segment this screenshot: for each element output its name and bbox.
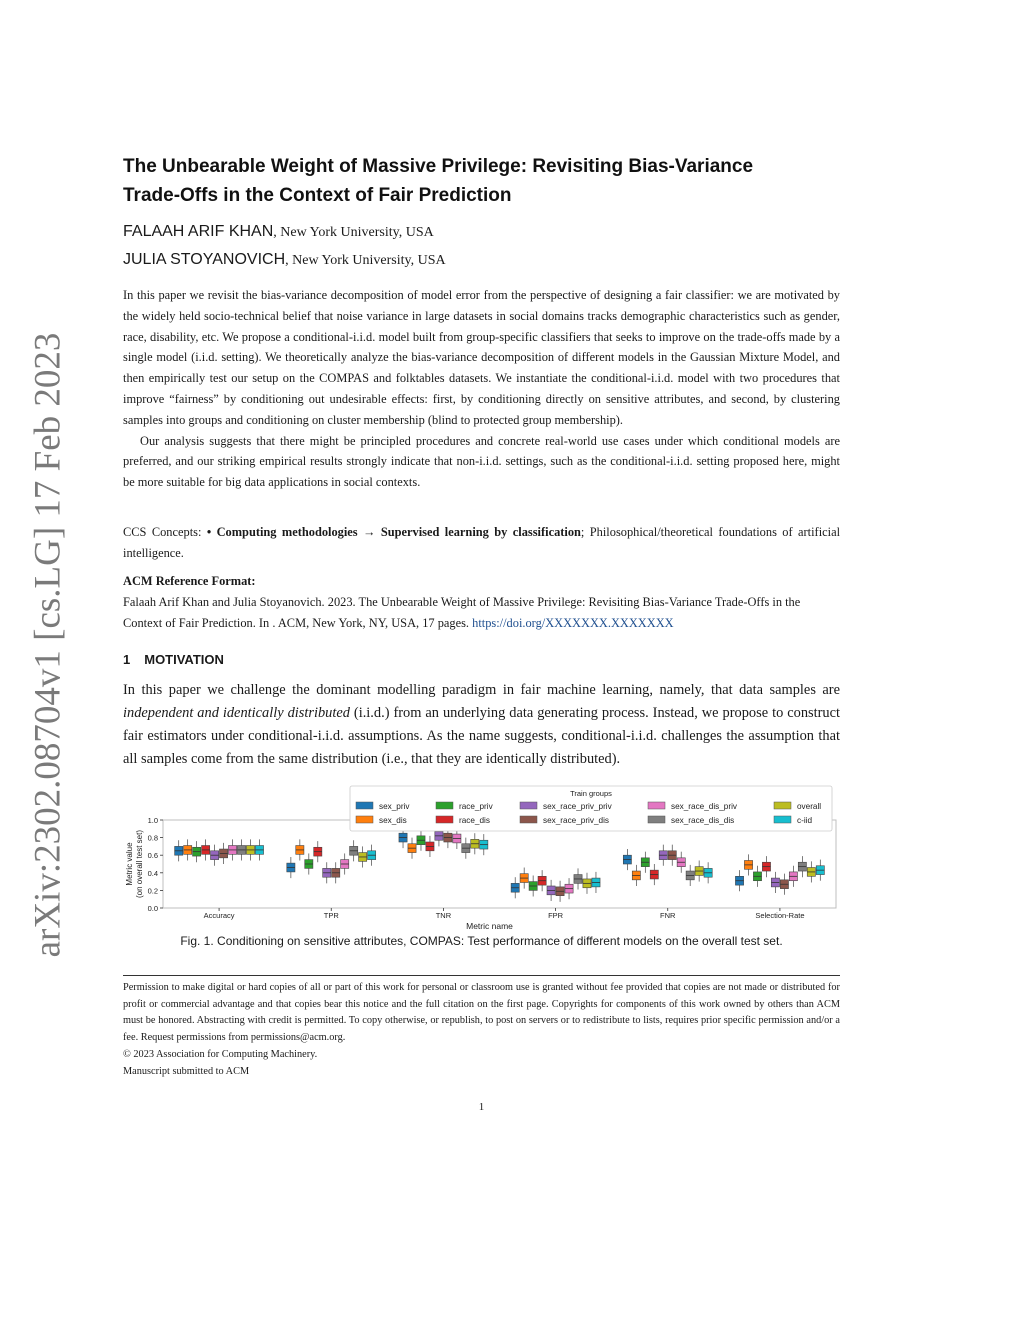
abstract: [123, 285, 840, 493]
legend-label: sex_race_priv_priv: [543, 802, 612, 811]
author-affiliation: , New York University, USA: [273, 225, 434, 240]
acm-reference-heading: ACM Reference Format:: [123, 574, 256, 588]
ccs-concepts: [123, 522, 840, 564]
x-tick-label: TNR: [435, 911, 452, 920]
legend-swatch-sex_race_dis_dis: [648, 816, 665, 823]
section-heading: [123, 652, 224, 667]
title-line-1: The Unbearable Weight of Massive Privilege: Revisiting Bias-Variance: [123, 156, 754, 177]
body-text-post: (i.i.d.) from an underlying data generating process. Instead, we propose to construct fair estimators under conditional-i.i.d. assumptions. As the name suggests, conditional-i.i.d. challenges the assumption that all samples come from the same distribution (i.e., that they are identically distributed).: [123, 705, 840, 767]
ccs-bold-term: • Computing methodologies → Supervised learning by classification: [206, 525, 581, 539]
legend-label: sex_priv: [379, 802, 410, 811]
legend-swatch-race_dis: [436, 816, 453, 823]
legend-swatch-sex_race_dis_priv: [648, 802, 665, 809]
x-axis-label: Metric name: [466, 921, 513, 931]
abstract-paragraph-1: In this paper we revisit the bias-variance decomposition of model error from the perspective of designing a fair classifier: we are motivated by the widely held socio-technical belief that noise variance in large datasets in social domains tracks demographic characteristics such as gender, race, disability, etc. We propose a conditional-i.i.d. model built from group-specific classifiers that seeks to improve on the trade-offs made by a single model (i.i.d. setting). We theoretically analyze the bias-variance decomposition of different models in the Gaussian Mixture Model, and then empirically test our setup on the COMPAS and folktables datasets. We instantiate the conditional-i.i.d. model with two procedures that improve “fairness” by conditioning out undesirable effects: first, by conditioning directly on sensitive attributes, and second, by clustering samples into groups and conditioning on cluster membership (blind to protected group membership).: [123, 288, 840, 427]
body-text-pre: In this paper we challenge the dominant modelling paradigm in fair machine learning, namely, that data samples are: [123, 682, 840, 698]
permission-text: Permission to make digital or hard copies of all or part of this work for personal or classroom use is granted without fee provided that copies are not made or distributed for profit or commercial advantage and that copies bear this notice and the full citation on the first page. Copyrights for components of this work owned by others than ACM must be honored. Abstracting with credit is permitted. To copy otherwise, or republish, to post on servers or to redistribute to lists, requires prior specific permission and/or a fee. Request permissions from permissions@acm.org.: [123, 982, 840, 1044]
plot-frame: [163, 820, 836, 908]
x-tick-label: TPR: [323, 911, 339, 920]
legend-swatch-sex_race_priv_dis: [520, 816, 537, 823]
legend-label: overall: [797, 802, 822, 811]
y-tick-label: 0.4: [147, 868, 158, 878]
x-tick-label: Accuracy: [203, 911, 235, 920]
footnote: [123, 980, 840, 1080]
legend-swatch-sex_priv: [356, 802, 373, 809]
abstract-paragraph-2: Our analysis suggests that there might be principled procedures and concrete real-world use cases under which conditional models are preferred, and our striking empirical results strongly indicate that non-i.i.d. settings, such as the conditional-i.i.d. setting proposed here, might be more suitable for big data applications in social contexts.: [123, 433, 840, 490]
y-axis-label-2: (on overall test set): [135, 829, 144, 899]
page-number: 1: [478, 1101, 485, 1113]
legend-swatch-race_priv: [436, 802, 453, 809]
arxiv-identifier: arXiv:2302.08704v1 [cs.LG] 17 Feb 2023: [27, 332, 69, 958]
body-paragraph: [123, 679, 840, 771]
y-tick-label: 1.0: [147, 816, 158, 825]
section-number: 1: [123, 652, 131, 667]
y-tick-label: 0.8: [147, 833, 158, 843]
legend-label: race_priv: [459, 802, 493, 811]
doi-link[interactable]: https://doi.org/XXXXXXX.XXXXXXX: [472, 615, 674, 630]
title-line-2: Trade-Offs in the Context of Fair Prediction: [123, 185, 512, 206]
y-axis-label: Metric value: [125, 842, 134, 886]
legend-label: sex_dis: [379, 816, 407, 825]
x-tick-label: FNR: [660, 911, 676, 920]
y-tick-label: 0.0: [147, 904, 158, 913]
legend-swatch-c-iid: [774, 816, 791, 823]
legend-label: sex_race_dis_priv: [671, 802, 737, 811]
legend-swatch-sex_dis: [356, 816, 373, 823]
acm-reference-body: [123, 592, 840, 634]
legend-label: sex_race_dis_dis: [671, 816, 735, 825]
legend-title: Train groups: [570, 789, 612, 798]
figure-caption: Fig. 1. Conditioning on sensitive attributes, COMPAS: Test performance of different models on the overall test set.: [180, 934, 783, 948]
legend-swatch-overall: [774, 802, 791, 809]
figure-1: [123, 783, 840, 933]
author-name: JULIA STOYANOVICH: [123, 251, 286, 268]
ccs-label: CCS Concepts:: [123, 525, 207, 539]
legend-label: sex_race_priv_dis: [543, 816, 609, 825]
copyright-text: © 2023 Association for Computing Machinery.: [123, 1048, 318, 1060]
boxplot-chart: [123, 783, 840, 933]
paper-title: [123, 152, 840, 210]
author-1: [123, 222, 434, 243]
x-tick-label: Selection-Rate: [755, 911, 805, 920]
acm-reference-text: Falaah Arif Khan and Julia Stoyanovich. 2023. The Unbearable Weight of Massive Privilege: Revisiting Bias-Variance Trade-Offs in the Context of Fair Prediction. In . ACM, New York, NY, USA, 17 pages.: [123, 594, 801, 630]
manuscript-text: Manuscript submitted to ACM: [123, 1065, 250, 1077]
legend-swatch-sex_race_priv_priv: [520, 802, 537, 809]
author-2: [123, 250, 446, 271]
legend-label: race_dis: [459, 816, 490, 825]
y-tick-label: 0.6: [147, 851, 158, 861]
body-emphasis: independent and identically distributed: [123, 705, 350, 721]
ccs-rest: ; Philosophical/theoretical foundations of artificial intelligence.: [123, 525, 841, 560]
section-title: MOTIVATION: [144, 652, 224, 667]
acm-reference: [123, 571, 840, 633]
x-tick-label: FPR: [548, 911, 564, 920]
author-name: FALAAH ARIF KHAN: [123, 223, 274, 240]
footnote-rule: [123, 975, 840, 976]
legend-label: c-iid: [797, 816, 813, 825]
y-tick-label: 0.2: [147, 886, 158, 896]
author-affiliation: , New York University, USA: [285, 253, 446, 268]
